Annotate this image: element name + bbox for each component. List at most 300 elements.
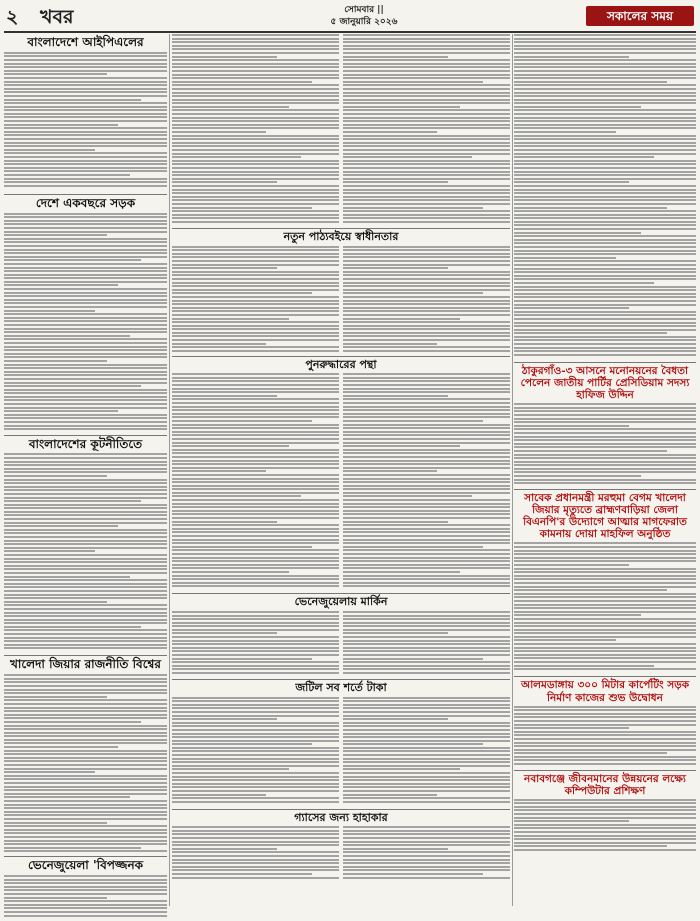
text-line bbox=[172, 722, 339, 724]
headline: ঠাকুরগাঁও-৩ আসনে মনোনয়নের বৈধতা পেলেন জাতীয় পার্টির প্রেসিডিয়াম সদস্য হাফিজ উদ্দিন bbox=[520, 365, 690, 402]
text-line bbox=[172, 343, 266, 345]
text-line bbox=[514, 454, 696, 456]
text-line bbox=[514, 217, 696, 219]
text-line bbox=[514, 582, 696, 584]
article-body bbox=[514, 34, 696, 360]
text-line bbox=[4, 583, 167, 585]
text-line bbox=[4, 565, 167, 567]
text-line bbox=[172, 249, 339, 251]
text-line bbox=[172, 163, 339, 165]
text-line bbox=[4, 353, 167, 355]
text-line bbox=[4, 84, 167, 86]
headline: জটিল সব শর্তে টাকা bbox=[295, 680, 387, 694]
text-line bbox=[4, 453, 167, 455]
text-line bbox=[343, 779, 510, 781]
text-line bbox=[172, 725, 339, 727]
text-line bbox=[343, 797, 510, 799]
text-line bbox=[4, 234, 107, 236]
text-line bbox=[514, 589, 667, 591]
text-line bbox=[4, 699, 167, 701]
text-line bbox=[343, 463, 510, 465]
article-body bbox=[514, 542, 696, 674]
text-line bbox=[343, 517, 510, 519]
headline: নবাবগঞ্জে জীবনমানের উন্নয়নের লক্ষ্যে কম্পিউটার প্রশিক্ষণ bbox=[524, 772, 686, 797]
text-line bbox=[514, 142, 696, 144]
text-line bbox=[343, 665, 510, 667]
text-line bbox=[514, 214, 696, 216]
text-line bbox=[514, 228, 696, 230]
text-line bbox=[4, 73, 107, 75]
text-line bbox=[4, 331, 167, 333]
text-line bbox=[514, 713, 696, 715]
text-line bbox=[343, 851, 510, 853]
text-line bbox=[172, 647, 339, 649]
text-line bbox=[343, 88, 510, 90]
text-line bbox=[343, 625, 510, 627]
text-line bbox=[4, 292, 167, 294]
text-line bbox=[172, 768, 289, 770]
text-line bbox=[4, 633, 167, 635]
text-line bbox=[4, 428, 167, 430]
text-line bbox=[514, 171, 696, 173]
text-line bbox=[4, 703, 167, 705]
text-line bbox=[172, 830, 339, 832]
text-line bbox=[172, 481, 339, 483]
text-line bbox=[514, 135, 696, 137]
text-line bbox=[514, 74, 696, 76]
text-line bbox=[343, 149, 510, 151]
text-line bbox=[514, 70, 696, 72]
text-line bbox=[172, 524, 339, 526]
text-line bbox=[343, 654, 510, 656]
article-body bbox=[172, 373, 339, 591]
text-line bbox=[172, 826, 339, 828]
text-line bbox=[172, 346, 339, 348]
text-line bbox=[4, 63, 167, 65]
text-line bbox=[514, 482, 696, 484]
text-line bbox=[172, 567, 339, 569]
text-line bbox=[343, 697, 510, 699]
text-line bbox=[343, 178, 510, 180]
column-divider bbox=[169, 34, 170, 906]
text-line bbox=[4, 227, 167, 229]
text-line bbox=[514, 347, 696, 349]
article-body bbox=[514, 706, 696, 768]
text-line bbox=[4, 612, 167, 614]
text-line bbox=[172, 625, 339, 627]
text-line bbox=[514, 232, 641, 234]
text-line bbox=[514, 192, 696, 194]
text-line bbox=[172, 296, 339, 298]
text-line bbox=[172, 325, 339, 327]
text-line bbox=[343, 314, 510, 316]
article-body bbox=[343, 373, 510, 591]
text-line bbox=[4, 120, 167, 122]
text-line bbox=[343, 328, 510, 330]
text-line bbox=[343, 761, 510, 763]
text-line bbox=[514, 88, 696, 90]
text-line bbox=[172, 733, 339, 735]
text-line bbox=[4, 310, 95, 312]
text-line bbox=[172, 310, 339, 312]
text-line bbox=[514, 329, 696, 331]
page-number: ২ bbox=[6, 6, 19, 28]
text-line bbox=[172, 203, 339, 205]
text-line bbox=[514, 428, 696, 430]
text-line bbox=[4, 364, 167, 366]
text-line bbox=[343, 873, 483, 875]
text-line bbox=[343, 442, 510, 444]
newspaper-logo: সকালের সময় bbox=[586, 6, 694, 26]
text-line bbox=[343, 485, 510, 487]
text-line bbox=[514, 210, 696, 212]
text-line bbox=[4, 601, 107, 603]
text-line bbox=[514, 407, 696, 409]
text-line bbox=[514, 354, 696, 356]
text-line bbox=[4, 91, 167, 93]
text-line bbox=[514, 95, 696, 97]
text-line bbox=[4, 127, 167, 129]
text-line bbox=[172, 120, 339, 122]
text-line bbox=[514, 479, 696, 481]
headline: গ্যাসের জন্য হাহাকার bbox=[294, 810, 388, 824]
text-line bbox=[343, 564, 510, 566]
text-line bbox=[4, 475, 107, 477]
text-line bbox=[172, 449, 339, 451]
text-line bbox=[343, 729, 510, 731]
text-line bbox=[4, 732, 167, 734]
text-line bbox=[4, 142, 167, 144]
text-line bbox=[4, 640, 167, 642]
text-line bbox=[4, 825, 167, 827]
article-body bbox=[172, 246, 339, 354]
text-line bbox=[4, 532, 167, 534]
text-line bbox=[343, 672, 510, 674]
text-line bbox=[4, 156, 167, 158]
text-line bbox=[172, 578, 339, 580]
text-line bbox=[4, 109, 167, 111]
text-line bbox=[343, 750, 510, 752]
text-line bbox=[343, 531, 510, 533]
text-line bbox=[514, 425, 629, 427]
text-line bbox=[4, 576, 130, 578]
text-line bbox=[4, 410, 118, 412]
text-line bbox=[514, 727, 629, 729]
text-line bbox=[4, 717, 167, 719]
text-line bbox=[4, 550, 95, 552]
text-line bbox=[172, 549, 339, 551]
text-line bbox=[172, 772, 339, 774]
text-line bbox=[514, 446, 696, 448]
text-line bbox=[514, 322, 696, 324]
text-line bbox=[172, 640, 339, 642]
text-line bbox=[343, 124, 510, 126]
text-line bbox=[514, 156, 654, 158]
text-line bbox=[514, 145, 696, 147]
text-line bbox=[4, 796, 130, 798]
text-line bbox=[343, 611, 510, 613]
text-line bbox=[514, 756, 696, 758]
text-line bbox=[514, 178, 696, 180]
text-line bbox=[172, 851, 339, 853]
text-line bbox=[172, 478, 339, 480]
text-line bbox=[172, 380, 339, 382]
text-line bbox=[343, 632, 448, 634]
text-line bbox=[4, 629, 167, 631]
text-line bbox=[172, 611, 339, 613]
text-line bbox=[514, 578, 696, 580]
text-line bbox=[4, 590, 167, 592]
text-line bbox=[4, 760, 167, 762]
text-line bbox=[343, 528, 510, 530]
text-line bbox=[172, 335, 339, 337]
text-line bbox=[514, 153, 696, 155]
text-line bbox=[172, 445, 289, 447]
text-line bbox=[514, 831, 696, 833]
text-line bbox=[514, 81, 667, 83]
text-line bbox=[4, 904, 167, 906]
text-line bbox=[172, 160, 339, 162]
text-line bbox=[514, 84, 696, 86]
text-line bbox=[343, 715, 510, 717]
text-line bbox=[514, 239, 696, 241]
article-body bbox=[343, 826, 510, 882]
text-line bbox=[514, 838, 696, 840]
text-line bbox=[172, 862, 339, 864]
text-line bbox=[4, 256, 167, 258]
text-line bbox=[4, 99, 141, 101]
text-line bbox=[343, 260, 510, 262]
text-line bbox=[4, 302, 167, 304]
text-line bbox=[343, 160, 510, 162]
text-line bbox=[172, 535, 339, 537]
text-line bbox=[343, 192, 510, 194]
text-line bbox=[4, 220, 167, 222]
column-1 bbox=[4, 34, 167, 906]
text-line bbox=[514, 618, 696, 620]
text-line bbox=[514, 604, 696, 606]
text-line bbox=[4, 893, 167, 895]
text-line bbox=[4, 768, 167, 770]
text-line bbox=[4, 284, 118, 286]
article-body bbox=[172, 34, 339, 226]
column-4 bbox=[514, 34, 696, 855]
text-line bbox=[514, 457, 696, 459]
text-line bbox=[172, 668, 339, 670]
article-body bbox=[343, 611, 510, 677]
text-line bbox=[343, 373, 510, 375]
text-line bbox=[4, 382, 167, 384]
text-line bbox=[172, 866, 339, 868]
text-line bbox=[172, 332, 339, 334]
text-line bbox=[343, 794, 437, 796]
text-line bbox=[4, 696, 107, 698]
text-line bbox=[343, 848, 448, 850]
text-line bbox=[172, 113, 339, 115]
text-line bbox=[172, 88, 339, 90]
text-line bbox=[343, 567, 510, 569]
text-line bbox=[172, 783, 339, 785]
text-line bbox=[514, 307, 629, 309]
text-line bbox=[4, 231, 167, 233]
text-line bbox=[172, 474, 339, 476]
text-line bbox=[172, 289, 339, 291]
text-line bbox=[343, 492, 510, 494]
text-line bbox=[343, 406, 510, 408]
text-line bbox=[172, 292, 312, 294]
text-line bbox=[514, 421, 696, 423]
text-line bbox=[4, 511, 167, 513]
text-line bbox=[172, 758, 339, 760]
text-line bbox=[514, 827, 696, 829]
text-line bbox=[4, 385, 141, 387]
text-line bbox=[4, 771, 95, 773]
text-line bbox=[4, 267, 167, 269]
text-line bbox=[343, 743, 483, 745]
headline: খালেদা জিয়ার রাজনীতি বিশ্বের bbox=[10, 657, 161, 672]
text-line bbox=[343, 52, 510, 54]
text-line bbox=[343, 48, 510, 50]
text-line bbox=[4, 281, 167, 283]
text-line bbox=[4, 561, 167, 563]
text-line bbox=[343, 434, 510, 436]
text-line bbox=[172, 848, 277, 850]
text-line bbox=[343, 866, 510, 868]
text-line bbox=[4, 778, 167, 780]
text-line bbox=[4, 836, 167, 838]
text-line bbox=[172, 217, 339, 219]
text-line bbox=[343, 478, 510, 480]
text-line bbox=[4, 514, 167, 516]
article-body bbox=[4, 52, 167, 192]
text-line bbox=[4, 70, 167, 72]
text-line bbox=[343, 343, 437, 345]
text-line bbox=[343, 460, 510, 462]
text-line bbox=[343, 135, 510, 137]
text-line bbox=[4, 536, 167, 538]
text-line bbox=[172, 45, 339, 47]
text-line bbox=[172, 377, 339, 379]
text-line bbox=[343, 335, 510, 337]
text-line bbox=[514, 149, 696, 151]
text-line bbox=[172, 707, 339, 709]
text-line bbox=[514, 286, 696, 288]
text-line bbox=[4, 750, 167, 752]
text-line bbox=[343, 499, 510, 501]
text-line bbox=[172, 174, 339, 176]
text-line bbox=[514, 752, 667, 754]
text-line bbox=[172, 66, 339, 68]
text-line bbox=[514, 629, 696, 631]
text-line bbox=[343, 549, 510, 551]
text-line bbox=[514, 614, 641, 616]
text-line bbox=[4, 216, 167, 218]
article-body bbox=[514, 799, 696, 855]
text-line bbox=[514, 63, 696, 65]
text-line bbox=[4, 608, 167, 610]
text-line bbox=[4, 900, 167, 902]
text-line bbox=[343, 171, 510, 173]
text-line bbox=[343, 438, 510, 440]
text-line bbox=[343, 377, 510, 379]
text-line bbox=[172, 70, 339, 72]
text-line bbox=[172, 264, 339, 266]
text-line bbox=[172, 539, 339, 541]
text-line bbox=[343, 264, 510, 266]
date: ৫ জানুয়ারি ২০২৬ bbox=[330, 17, 398, 27]
headline: ভেনেজুয়েলা 'বিপজ্জনক bbox=[27, 858, 144, 873]
text-line bbox=[4, 306, 167, 308]
text-line bbox=[4, 396, 167, 398]
text-line bbox=[4, 328, 167, 330]
text-line bbox=[4, 55, 167, 57]
text-line bbox=[343, 45, 510, 47]
text-line bbox=[343, 618, 510, 620]
text-line bbox=[4, 464, 167, 466]
text-line bbox=[4, 832, 167, 834]
text-line bbox=[4, 897, 107, 899]
text-line bbox=[343, 325, 510, 327]
text-line bbox=[172, 499, 339, 501]
text-line bbox=[172, 560, 339, 562]
text-line bbox=[172, 711, 339, 713]
text-line bbox=[4, 106, 167, 108]
text-line bbox=[4, 714, 167, 716]
text-line bbox=[4, 674, 167, 676]
text-line bbox=[343, 658, 483, 660]
text-line bbox=[4, 338, 167, 340]
text-line bbox=[343, 174, 510, 176]
text-line bbox=[172, 416, 339, 418]
text-line bbox=[4, 249, 167, 251]
text-line bbox=[343, 510, 510, 512]
text-line bbox=[343, 267, 448, 269]
text-line bbox=[514, 564, 629, 566]
text-line bbox=[4, 399, 167, 401]
text-line bbox=[514, 289, 696, 291]
text-line bbox=[172, 859, 339, 861]
text-line bbox=[172, 171, 339, 173]
text-line bbox=[343, 300, 510, 302]
text-line bbox=[514, 282, 654, 284]
text-line bbox=[343, 271, 510, 273]
text-line bbox=[343, 99, 510, 101]
text-line bbox=[4, 170, 167, 172]
text-line bbox=[4, 619, 167, 621]
text-line bbox=[343, 560, 510, 562]
text-line bbox=[514, 636, 696, 638]
text-line bbox=[343, 535, 510, 537]
text-line bbox=[343, 786, 510, 788]
text-line bbox=[343, 74, 510, 76]
text-line bbox=[4, 374, 167, 376]
text-line bbox=[4, 814, 167, 816]
text-line bbox=[172, 438, 339, 440]
text-line bbox=[514, 824, 696, 826]
article-body bbox=[514, 403, 696, 487]
text-line bbox=[514, 709, 696, 711]
text-line bbox=[172, 339, 339, 341]
text-line bbox=[4, 782, 167, 784]
text-line bbox=[343, 289, 510, 291]
text-line bbox=[172, 181, 277, 183]
text-line bbox=[172, 700, 339, 702]
text-line bbox=[172, 267, 277, 269]
text-line bbox=[4, 421, 167, 423]
text-line bbox=[172, 274, 339, 276]
text-line bbox=[4, 349, 167, 351]
text-line bbox=[343, 310, 510, 312]
